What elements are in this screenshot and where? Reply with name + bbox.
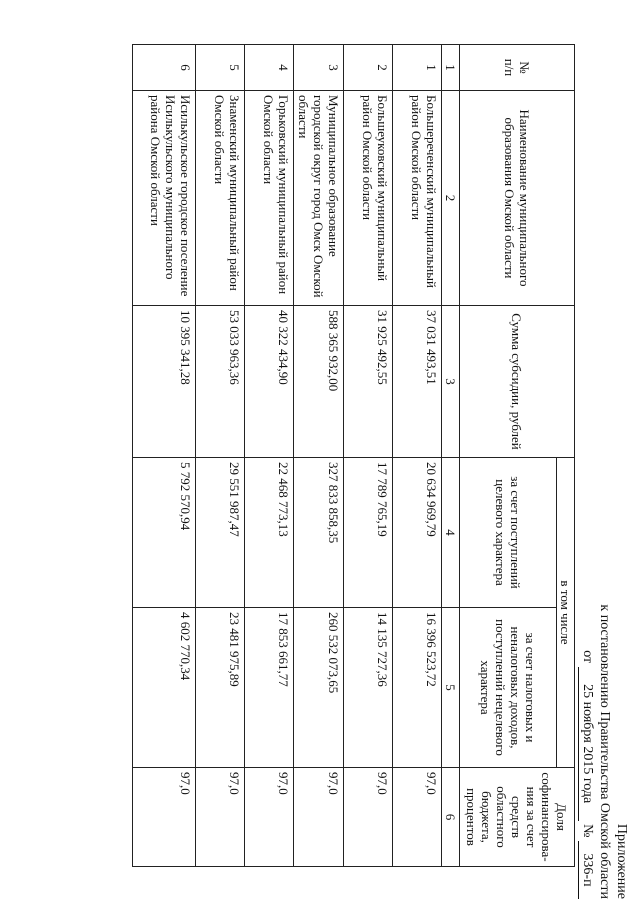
target-receipts: 327 833 858,35 — [294, 458, 344, 608]
appendix-decree-ref: к постановлению Правительства Омской области — [597, 604, 612, 899]
target-receipts: 22 468 773,13 — [245, 458, 294, 608]
col-index: 5 — [442, 608, 460, 768]
subsidy-sum: 588 365 932,00 — [294, 306, 344, 458]
subsidy-sum: 37 031 493,51 — [393, 306, 442, 458]
subsidy-table — [132, 44, 575, 867]
table-row — [196, 45, 245, 867]
appendix-title: Приложение — [614, 823, 629, 899]
col-header-subsidy-sum: Сумма субсидии, рублей — [460, 306, 575, 458]
col-index: 3 — [442, 306, 460, 458]
target-receipts: 29 551 987,47 — [196, 458, 245, 608]
municipality-name: Муниципальное образование городской округ город Омск Омской области — [294, 91, 344, 306]
row-number: 6 — [133, 45, 196, 91]
cofinancing-share: 97,0 — [196, 768, 245, 867]
table-row — [133, 45, 196, 867]
row-number: 5 — [196, 45, 245, 91]
decree-number: 336-п — [578, 841, 596, 899]
table-header-row — [557, 45, 575, 867]
cofinancing-share: 97,0 — [294, 768, 344, 867]
target-receipts: 5 792 570,94 — [133, 458, 196, 608]
col-header-nontarget-receipts: за счет налоговых и неналоговых доходов, поступлений нецелевого характера — [460, 608, 557, 768]
table-row — [245, 45, 294, 867]
row-number: 1 — [393, 45, 442, 91]
target-receipts: 20 634 969,79 — [393, 458, 442, 608]
appendix-date-line — [578, 604, 596, 899]
subsidy-sum: 31 925 492,55 — [344, 306, 393, 458]
nontarget-receipts: 16 396 523,72 — [393, 608, 442, 768]
municipality-name: Большеуковский муниципальный район Омской области — [344, 91, 393, 306]
row-number: 2 — [344, 45, 393, 91]
nontarget-receipts: 4 602 770,34 — [133, 608, 196, 768]
table-row — [294, 45, 344, 867]
nontarget-receipts: 17 853 661,77 — [245, 608, 294, 768]
cofinancing-share: 97,0 — [393, 768, 442, 867]
col-header-group: в том числе — [557, 458, 575, 768]
appendix-header — [578, 604, 630, 899]
nontarget-receipts: 14 135 727,36 — [344, 608, 393, 768]
municipality-name: Горьковский муниципальный район Омской области — [245, 91, 294, 306]
col-header-number: № п/п — [460, 45, 575, 91]
subsidy-sum: 10 395 341,28 — [133, 306, 196, 458]
nontarget-receipts: 23 481 975,89 — [196, 608, 245, 768]
col-header-municipality: Наименование муниципального образования Омской области — [460, 91, 575, 306]
col-index: 1 — [442, 45, 460, 91]
subsidy-sum: 53 033 963,36 — [196, 306, 245, 458]
table-row — [344, 45, 393, 867]
col-index: 6 — [442, 768, 460, 867]
column-index-row — [442, 45, 460, 867]
municipality-name: Знаменский муниципальный район Омской области — [196, 91, 245, 306]
from-label: от — [580, 650, 595, 664]
row-number: 4 — [245, 45, 294, 91]
target-receipts: 17 789 765,19 — [344, 458, 393, 608]
col-header-target-receipts: за счет поступлений целевого характера — [460, 458, 557, 608]
table-row — [393, 45, 442, 867]
cofinancing-share: 97,0 — [245, 768, 294, 867]
cofinancing-share: 97,0 — [344, 768, 393, 867]
municipality-name: Большереченский муниципальный район Омской области — [393, 91, 442, 306]
col-index: 2 — [442, 91, 460, 306]
subsidy-sum: 40 322 434,90 — [245, 306, 294, 458]
number-label: № — [580, 824, 595, 838]
cofinancing-share: 97,0 — [133, 768, 196, 867]
col-index: 4 — [442, 458, 460, 608]
municipality-name: Исилькульское городское поселение Исилькульского муниципального района Омской области — [133, 91, 196, 306]
row-number: 3 — [294, 45, 344, 91]
col-header-cofinancing-share: Доля софинансирова-ния за счет средств областного бюджета, процентов — [460, 768, 575, 867]
decree-date: 25 ноября 2015 года — [578, 667, 596, 821]
nontarget-receipts: 260 532 073,65 — [294, 608, 344, 768]
